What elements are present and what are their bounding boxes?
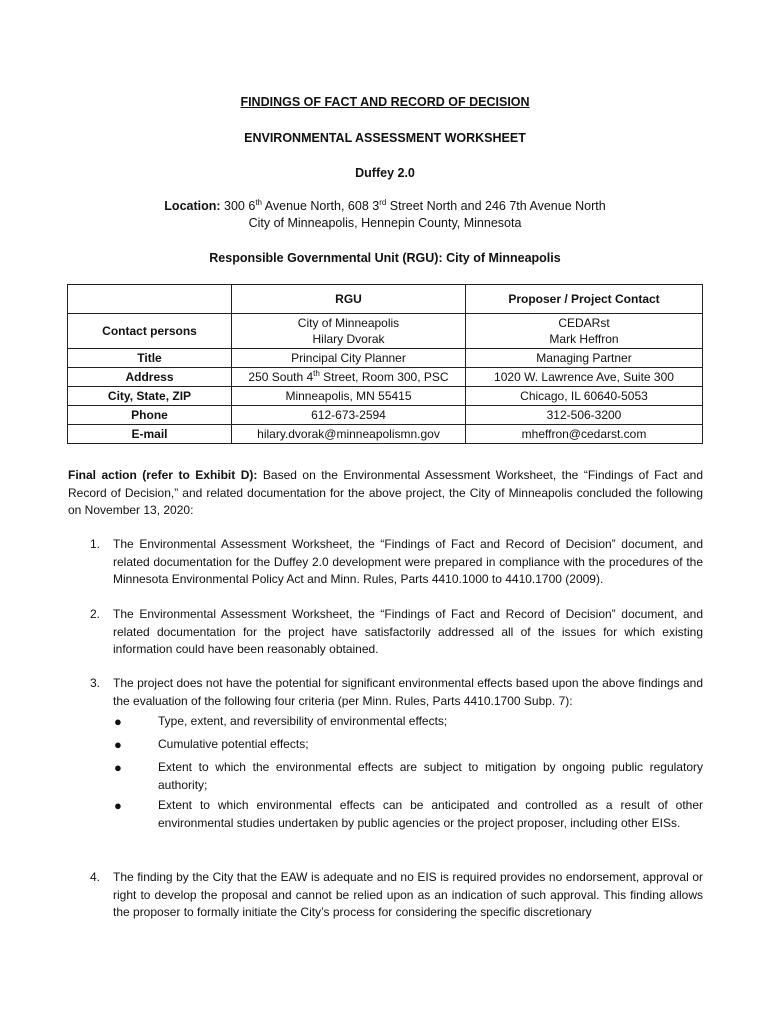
location-label: Location: [164, 199, 221, 213]
bullet-icon: ● [114, 760, 122, 775]
table-header-cell: RGU [232, 285, 466, 314]
bullet-item: ● Type, extent, and reversibility of environmental effects; [114, 714, 448, 729]
table-cell: Principal City Planner [232, 349, 466, 368]
table-header-cell [68, 285, 232, 314]
table-header-cell: Proposer / Project Contact [466, 285, 703, 314]
bullet-icon: ● [114, 798, 122, 813]
table-cell: City of Minneapolis Hilary Dvorak [232, 314, 466, 349]
bullet-item: ● Cumulative potential effects; [114, 737, 309, 752]
document-title: FINDINGS OF FACT AND RECORD OF DECISION [240, 95, 530, 109]
list-item: 2. The Environmental Assessment Worksheet, the “Findings of Fact and Record of Decision” document, and related documentation for the project have satisfactorily addressed all of the issues for which existing information could have been reasonably obtained. [90, 607, 703, 656]
document-subtitle: ENVIRONMENTAL ASSESSMENT WORKSHEET [244, 131, 526, 145]
table-row [68, 406, 703, 425]
bullet-icon: ● [114, 714, 122, 729]
row-label: Address [68, 368, 232, 387]
list-item: 1. The Environmental Assessment Worksheet, the “Findings of Fact and Record of Decision” document, and related documentation for the Duffey 2.0 development were prepared in compliance with the procedures of the Minnesota Environmental Policy Act and Minn. Rules, Parts 4410.1000 to 4410.1700 (2009). [90, 537, 703, 586]
table-row [68, 387, 703, 406]
table-row [68, 368, 703, 387]
location-block [0, 198, 770, 232]
list-item: 4. The finding by the City that the EAW is adequate and no EIS is required provides no endorsement, approval or right to develop the proposal and cannot be relied upon as an indication of such approval. This finding allows the proposer to formally initiate the City’s process for considering the specific discretionary [90, 870, 703, 919]
row-label: Title [68, 349, 232, 368]
table-cell: 250 South 4th Street, Room 300, PSC [232, 368, 466, 387]
bullet-item: ● Extent to which the environmental effects are subject to mitigation by ongoing public regulatory authority; [114, 760, 703, 792]
table-cell: Managing Partner [466, 349, 703, 368]
list-item: 3. The project does not have the potential for significant environmental effects based upon the above findings and the evaluation of the following four criteria (per Minn. Rules, Parts 4410.1700 Subp. 7): [90, 676, 703, 708]
table-cell: Minneapolis, MN 55415 [232, 387, 466, 406]
contacts-table [67, 284, 703, 444]
table-cell: 612-673-2594 [232, 406, 466, 425]
bullet-icon: ● [114, 737, 122, 752]
table-header-row [68, 285, 703, 314]
project-name: Duffey 2.0 [355, 166, 415, 180]
table-cell: mheffron@cedarst.com [466, 425, 703, 444]
table-cell: CEDARst Mark Heffron [466, 314, 703, 349]
table-cell: 312-506-3200 [466, 406, 703, 425]
location-line-2: City of Minneapolis, Hennepin County, Minnesota [248, 216, 522, 230]
row-label: City, State, ZIP [68, 387, 232, 406]
row-label: E-mail [68, 425, 232, 444]
table-row [68, 314, 703, 349]
table-cell: 1020 W. Lawrence Ave, Suite 300 [466, 368, 703, 387]
final-action-paragraph: Final action (refer to Exhibit D): Based on the Environmental Assessment Worksheet, the “Findings of Fact and Record of Decision,” and related documentation for the above project, the City of Minneapolis concluded the following on November 13, 2020: [68, 468, 703, 517]
table-cell: Chicago, IL 60640-5053 [466, 387, 703, 406]
location-line-1: Location: 300 6th Avenue North, 608 3rd Street North and 246 7th Avenue North [164, 197, 606, 213]
table-row [68, 349, 703, 368]
row-label: Contact persons [68, 314, 232, 349]
final-action-label: Final action (refer to Exhibit D): [68, 468, 258, 482]
bullet-item: ● Extent to which environmental effects can be anticipated and controlled as a result of other environmental studies undertaken by public agencies or the project proposer, including other EISs. [114, 798, 703, 830]
row-label: Phone [68, 406, 232, 425]
table-row [68, 425, 703, 444]
rgu-heading: Responsible Governmental Unit (RGU): City of Minneapolis [209, 251, 561, 265]
table-cell: hilary.dvorak@minneapolismn.gov [232, 425, 466, 444]
